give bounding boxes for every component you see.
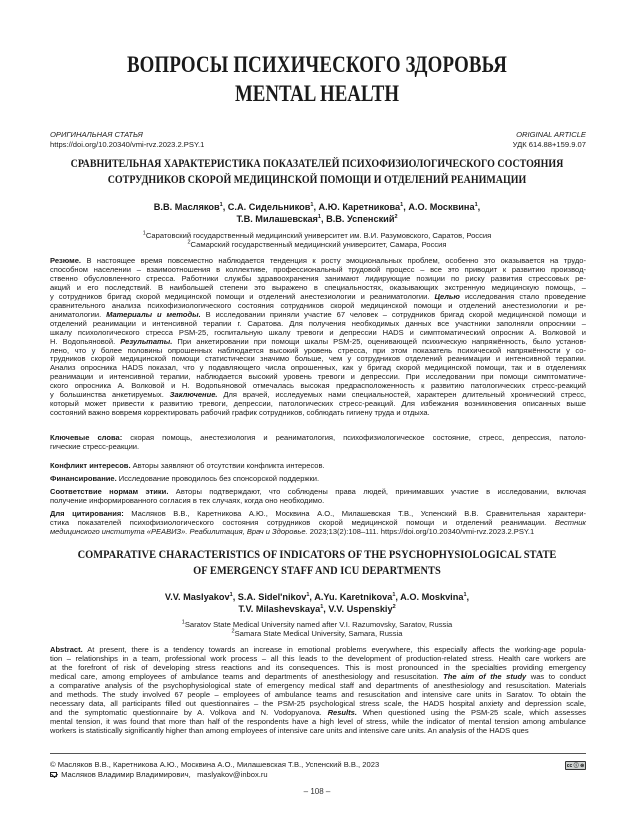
doi-link[interactable]: https://doi.org/10.20340/vmi-rvz.2023.2.PSY.1 xyxy=(50,139,205,149)
authors-en: V.V. Maslyakov$^1$, S.A. Sidel'nikov$^1$, A.Yu. Karetnikova$^1$, A.O. Moskvina$^1$, T.V. Milashevskaya$^1$, V.V. Uspenskiy$^2$ xyxy=(164,591,470,614)
text-line: трудников скорой медицинской помощи статистически значимо больше, чем у сотрудников отделений реанимации и интенсивной терапии. xyxy=(50,354,586,364)
text-line: at the forefront of risk of developing stress reactions and its consequences. This is most pronounced in the specialties providing emergency xyxy=(50,662,586,672)
text-line: medical care, among employees of ambulance teams and departments of anesthesiology and resuscitation. The aim of the study was to conduct xyxy=(50,671,586,681)
text-line: стика показателей психофизиологического состояния сотрудников скорой медицинской помощи и отделений реанимации. Вестник xyxy=(50,517,586,527)
text-line: ского опросника А. Волковой и Н. Водопьяновой отмечалась высокая предрасположенность к развитию патологических стресс-реакций xyxy=(50,381,586,391)
abstract-ru xyxy=(50,257,586,418)
affiliation: $^1$Saratov State Medical University named after V.I. Razumovsky, Saratov, Russia xyxy=(181,619,453,629)
text-line: a comparative analysis of the psychophysiological state of emergency medical staff and departments of anesthesiology and resuscitation. Materials xyxy=(50,680,586,690)
text-line: состояний важно вовремя корректировать рабочий график сотрудников, соблюдать гигиену труда и отдыха. xyxy=(50,408,430,418)
text-line: ственно обусловленного стресса. Работники службы здравоохранения занимают лидирующие позиции по риску развития стрессовых ре- xyxy=(50,273,586,283)
text-line: медицинского института «РЕАВИЗ». Реабилитация, Врач и Здоровье. 2023;13(2):108–111. https://doi.org/10.20340/vmi-rvz.2023.2.PSY.1 xyxy=(50,526,535,536)
text-line: Для цитирования: Масляков В.В., Каретникова А.Ю., Москвина А.О., Милашевская Т.В., Успенский В.В. Сравнительная характери- xyxy=(50,509,587,518)
title-line: OF EMERGENCY STAFF AND ICU DEPARTMENTS xyxy=(193,563,441,577)
text-line: акций и его последствий. В наибольшей степени это выражено в специальностях, оказывающих экстренную медицинскую помощь, – xyxy=(50,282,586,292)
keywords-ru: Ключевые слова: скорая помощь, анестезиология и реаниматология, психофизиологическое состояние, стресс, депрессия, патоло- гические стресс-реакции. xyxy=(50,433,586,451)
ethics: Соответствие нормам этики. Авторы подтверждают, что соблюдены права людей, принимавших участие в исследовании, включая получение информированного согласия в тех случаях, когда оно необходимо. xyxy=(50,487,586,505)
text-line: Анализ опросника HADS показал, что у подавляющего числа опрошенных, как у бригад скорой медицинской помощи, так и в отделениях xyxy=(50,363,586,373)
author: С.А. Сидельников$^1$ xyxy=(227,201,314,212)
text-line: Н. Водопьяновой. Результаты. При анкетировании при помощи шкалы PSM-25, оценивающей психическую напряжённость, было установ- xyxy=(50,336,586,346)
text-line: реанимации и интенсивной терапии, наблюдается высокий уровень тревоги и депрессии. При исследовании при помощи симптоматиче- xyxy=(50,372,586,382)
text-line: который может привести к развитию тревоги, депрессии, патологических стресс-реакций. Для избежания возникновения описанных выше xyxy=(50,399,586,409)
keywords-label: Ключевые слова: xyxy=(50,433,123,442)
author: В.В. Успенский$^2$ xyxy=(326,213,398,224)
affiliation: $^1$Саратовский государственный медицинский университет им. В.И. Разумовского, Саратов, Россия xyxy=(142,230,492,240)
article-title-en xyxy=(0,547,634,578)
author: T.V. Milashevskaya$^1$ xyxy=(238,603,324,614)
affiliations-ru xyxy=(0,231,634,249)
title-line: COMPARATIVE CHARACTERISTICS OF INDICATORS OF THE PSYCHOPHYSIOLOGICAL STATE xyxy=(77,548,557,561)
mail-icon xyxy=(50,772,57,777)
affiliation: $^2$Самарский государственный медицинский университет, Самара, Россия xyxy=(187,239,447,250)
author: Т.В. Милашевская$^1$ xyxy=(236,213,321,224)
text-line: лено, что у более половины опрошенных наблюдается высокий уровень стресса, при этом показатель психической напряжённости у со- xyxy=(50,345,586,355)
text-line: Abstract. At present, there is a tendency towards an increase in emotional problems everywhere, this especially affects the working-age popula- xyxy=(50,645,586,654)
text-line: отделений реанимации и интенсивной терапии г. Саратова. Для получения необходимых данных все участники заполняли опросники – xyxy=(50,318,586,328)
section-label: Резюме. xyxy=(50,256,82,265)
corresponding-author: Масляков Владимир Владимирович, maslyakov@inbox.ru xyxy=(50,770,586,780)
article-type-row xyxy=(50,130,586,139)
article-type-ru: ОРИГИНАЛЬНАЯ СТАТЬЯ xyxy=(50,130,143,139)
author: V.V. Uspenskiy$^2$ xyxy=(328,603,396,614)
cc-license-badge[interactable]: cc ⓘ ⊜ xyxy=(566,763,585,769)
page-number: – 108 – xyxy=(303,787,331,796)
journal-title-ru: ВОПРОСЫ ПСИХИЧЕСКОГО ЗДОРОВЬЯ xyxy=(126,52,508,77)
text-line: способном населении – взаимоотношения в коллективе, профессиональный трудовой процесс – все это приводит к развитию производ- xyxy=(50,264,586,274)
copyright: © Масляков В.В., Каретникова А.Ю., Москвина А.О., Милашевская Т.В., Успенский В.В., 2023 xyxy=(50,760,380,769)
conflict-of-interest: Конфликт интересов. Авторы заявляют об отсутствии конфликта интересов. xyxy=(50,461,325,470)
title-line: СРАВНИТЕЛЬНАЯ ХАРАКТЕРИСТИКА ПОКАЗАТЕЛЕЙ ПСИХОФИЗИОЛОГИЧЕСКОГО СОСТОЯНИЯ xyxy=(70,157,564,170)
journal-title-en: MENTAL HEALTH xyxy=(234,81,400,106)
text-line: workers is statistically significantly higher than among employees of intensive care units and intensive care units. An analysis of the HADS ques xyxy=(50,725,529,735)
title-line: СОТРУДНИКОВ СКОРОЙ МЕДИЦИНСКОЙ ПОМОЩИ И ОТДЕЛЕНИЙ РЕАНИМАЦИИ xyxy=(107,172,527,186)
citation xyxy=(50,510,586,537)
author: V.V. Maslyakov$^1$ xyxy=(164,591,233,602)
text-line: tion – relationships in a team, professional work process – all this leads to the development of production-related stress. Health care workers are xyxy=(50,653,586,663)
section-label: Abstract. xyxy=(50,645,83,654)
author: A.Yu. Karetnikova$^1$ xyxy=(314,591,396,602)
article-title-ru xyxy=(0,156,634,187)
funding: Финансирование. Исследование проводилось без спонсорской поддержки. xyxy=(50,474,320,483)
author: В.В. Масляков$^1$ xyxy=(153,201,223,212)
text-line: у большинства анкетируемых. Заключение. Для врачей, исследуемых нами специальностей, характерен длительный хронический стресс, xyxy=(50,390,586,400)
article-type-en: ORIGINAL ARTICLE xyxy=(516,130,586,139)
email-link[interactable]: maslyakov@inbox.ru xyxy=(197,770,268,779)
section-label: Для цитирования: xyxy=(50,509,124,518)
affiliations-en xyxy=(0,620,634,638)
author: S.A. Sidel'nikov$^1$ xyxy=(237,591,310,602)
footer-divider xyxy=(50,753,586,754)
affiliation: $^2$Samara State Medical University, Samara, Russia xyxy=(231,628,403,639)
author: A.O. Moskvina$^1$ xyxy=(400,591,467,602)
text-line: mental tension, it was found that more than half of the respondents have a high level of stress, while the indicator of mental tension among ambulance xyxy=(50,716,586,726)
text-line: сравнительного анализа психофизиологического состояния сотрудников скорой медицинской помощи и отделений анестезиологии и ре- xyxy=(50,300,586,310)
text-line: and the symptomatic questionnaire by A. Volkova and N. Vodopyanova. Results. When questioned using the PSM-25 scale, which assesses xyxy=(50,707,586,717)
text-line: шкалу психологического стресса PSM-25, госпитальную шкалу тревоги и депрессии HADS и симптоматический опросник А. Волковой и xyxy=(50,327,586,337)
text-line: аниматологии. Материалы и методы. В исследовании приняли участие 67 человек – сотрудников бригад скорой медицинской помощи и xyxy=(50,309,586,319)
text-line: у сотрудников бригад скорой медицинской помощи и отделений анестезиологии и реаниматологии. Целью исследования стало проведение xyxy=(50,291,586,301)
text-line: and methods. The study involved 67 people – employees of ambulance teams and resuscitation and intensive care units in Saratov. To obtain the xyxy=(50,689,586,699)
text-line: Резюме. В настоящее время повсеместно наблюдается тенденция к росту эмоциональных проблем, особенно это оказывается на трудо- xyxy=(50,256,586,265)
doi-row xyxy=(50,140,586,149)
authors-ru: В.В. Масляков$^1$, С.А. Сидельников$^1$, А.Ю. Каретникова$^1$, А.О. Москвина$^1$, Т.В. Милашевская$^1$, В.В. Успенский$^2$ xyxy=(153,201,481,224)
author: А.Ю. Каретникова$^1$ xyxy=(318,201,404,212)
udk-code: УДК 614.88+159.9.07 xyxy=(512,139,586,149)
abstract-en xyxy=(50,646,586,736)
author: А.О. Москвина$^1$ xyxy=(408,201,478,212)
text-line: necessary data, all participants filled out questionnaires – the PSM-25 psychological stress scale, the HADS hospital anxiety and depression scale, xyxy=(50,698,586,708)
